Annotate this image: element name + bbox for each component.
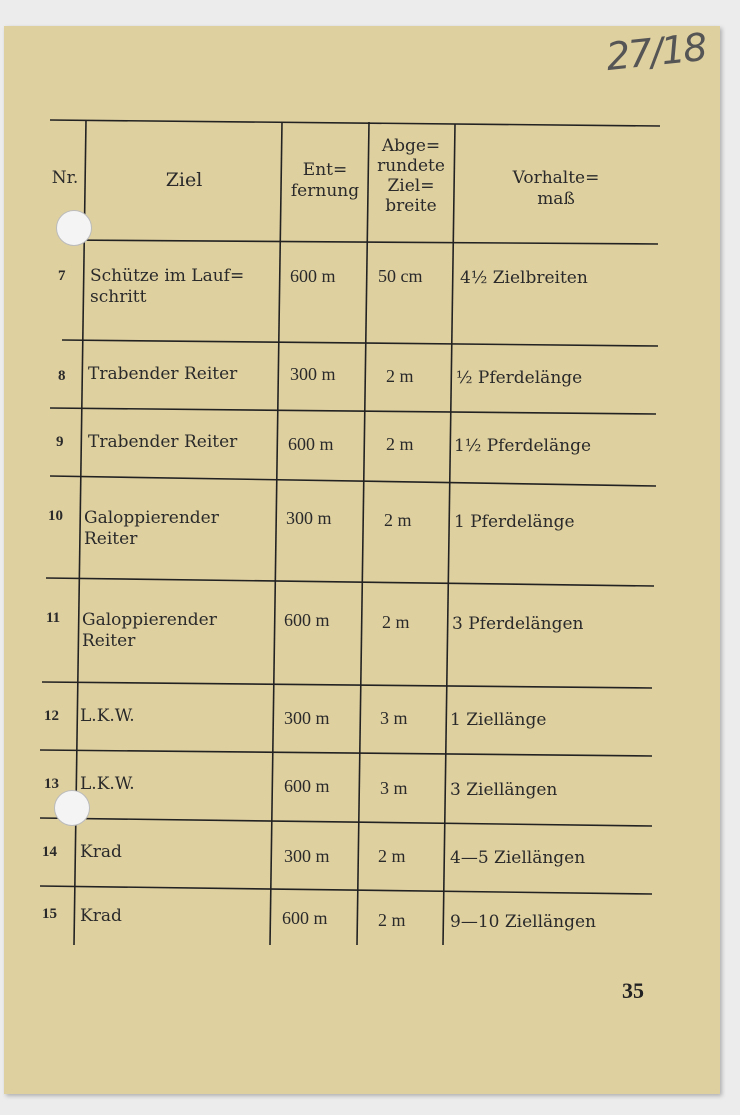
row-ziel: Galoppierender Reiter xyxy=(84,508,219,549)
row-entfernung: 600 m xyxy=(284,776,330,796)
row-ziel: Trabender Reiter xyxy=(88,364,238,384)
punch-hole xyxy=(56,210,92,246)
row-entfernung: 600 m xyxy=(282,908,328,928)
row-nr: 14 xyxy=(42,844,57,860)
row-zielbreite: 2 m xyxy=(384,510,412,530)
header-ziel: Ziel xyxy=(165,169,203,191)
row-entfernung: 600 m xyxy=(288,434,334,454)
row-ziel: L.K.W. xyxy=(80,706,135,726)
row-nr: 9 xyxy=(56,434,64,450)
row-nr: 11 xyxy=(46,610,61,626)
row-nr: 13 xyxy=(44,776,59,792)
row-ziel: Schütze im Lauf= schritt xyxy=(90,266,245,307)
punch-hole xyxy=(54,790,90,826)
row-entfernung: 600 m xyxy=(290,266,336,286)
row-vorhaltemass: 3 Ziellängen xyxy=(450,780,558,800)
row-vorhaltemass: 1½ Pferdelänge xyxy=(454,436,592,456)
header-nr: Nr. xyxy=(51,168,79,188)
row-ziel: Galoppierender Reiter xyxy=(82,610,217,651)
row-ziel: Trabender Reiter xyxy=(88,432,238,452)
row-nr: 10 xyxy=(48,508,63,524)
row-nr: 8 xyxy=(58,368,66,384)
row-ziel: Krad xyxy=(80,842,122,862)
row-nr: 15 xyxy=(42,906,57,922)
row-vorhaltemass: ½ Pferdelänge xyxy=(456,368,583,388)
row-vorhaltemass: 1 Pferdelänge xyxy=(454,512,575,532)
row-vorhaltemass: 3 Pferdelängen xyxy=(452,614,584,634)
row-zielbreite: 2 m xyxy=(378,846,406,866)
row-zielbreite: 2 m xyxy=(386,366,414,386)
row-zielbreite: 2 m xyxy=(386,434,414,454)
header-entfernung: Ent= fernung xyxy=(290,160,360,201)
row-entfernung: 600 m xyxy=(284,610,330,630)
page-number: 35 xyxy=(622,978,644,1003)
row-ziel: Krad xyxy=(80,906,122,926)
handwritten-note: 27/18 xyxy=(603,24,708,80)
row-vorhaltemass: 1 Ziellänge xyxy=(450,710,547,730)
row-zielbreite: 2 m xyxy=(382,612,410,632)
header-vorhaltemass: Vorhalte= maß xyxy=(512,168,600,209)
row-vorhaltemass: 9—10 Ziellängen xyxy=(450,912,597,932)
row-entfernung: 300 m xyxy=(284,708,330,728)
row-zielbreite: 3 m xyxy=(380,708,408,728)
row-zielbreite: 3 m xyxy=(380,778,408,798)
row-zielbreite: 2 m xyxy=(378,910,406,930)
header-zielbreite: Abge= rundete Ziel= breite xyxy=(377,136,445,216)
row-entfernung: 300 m xyxy=(286,508,332,528)
row-nr: 7 xyxy=(58,268,66,284)
row-zielbreite: 50 cm xyxy=(378,266,423,286)
row-nr: 12 xyxy=(44,708,59,724)
row-vorhaltemass: 4—5 Ziellängen xyxy=(450,848,586,868)
row-entfernung: 300 m xyxy=(290,364,336,384)
row-vorhaltemass: 4½ Zielbreiten xyxy=(460,268,588,288)
row-ziel: L.K.W. xyxy=(80,774,135,794)
row-entfernung: 300 m xyxy=(284,846,330,866)
